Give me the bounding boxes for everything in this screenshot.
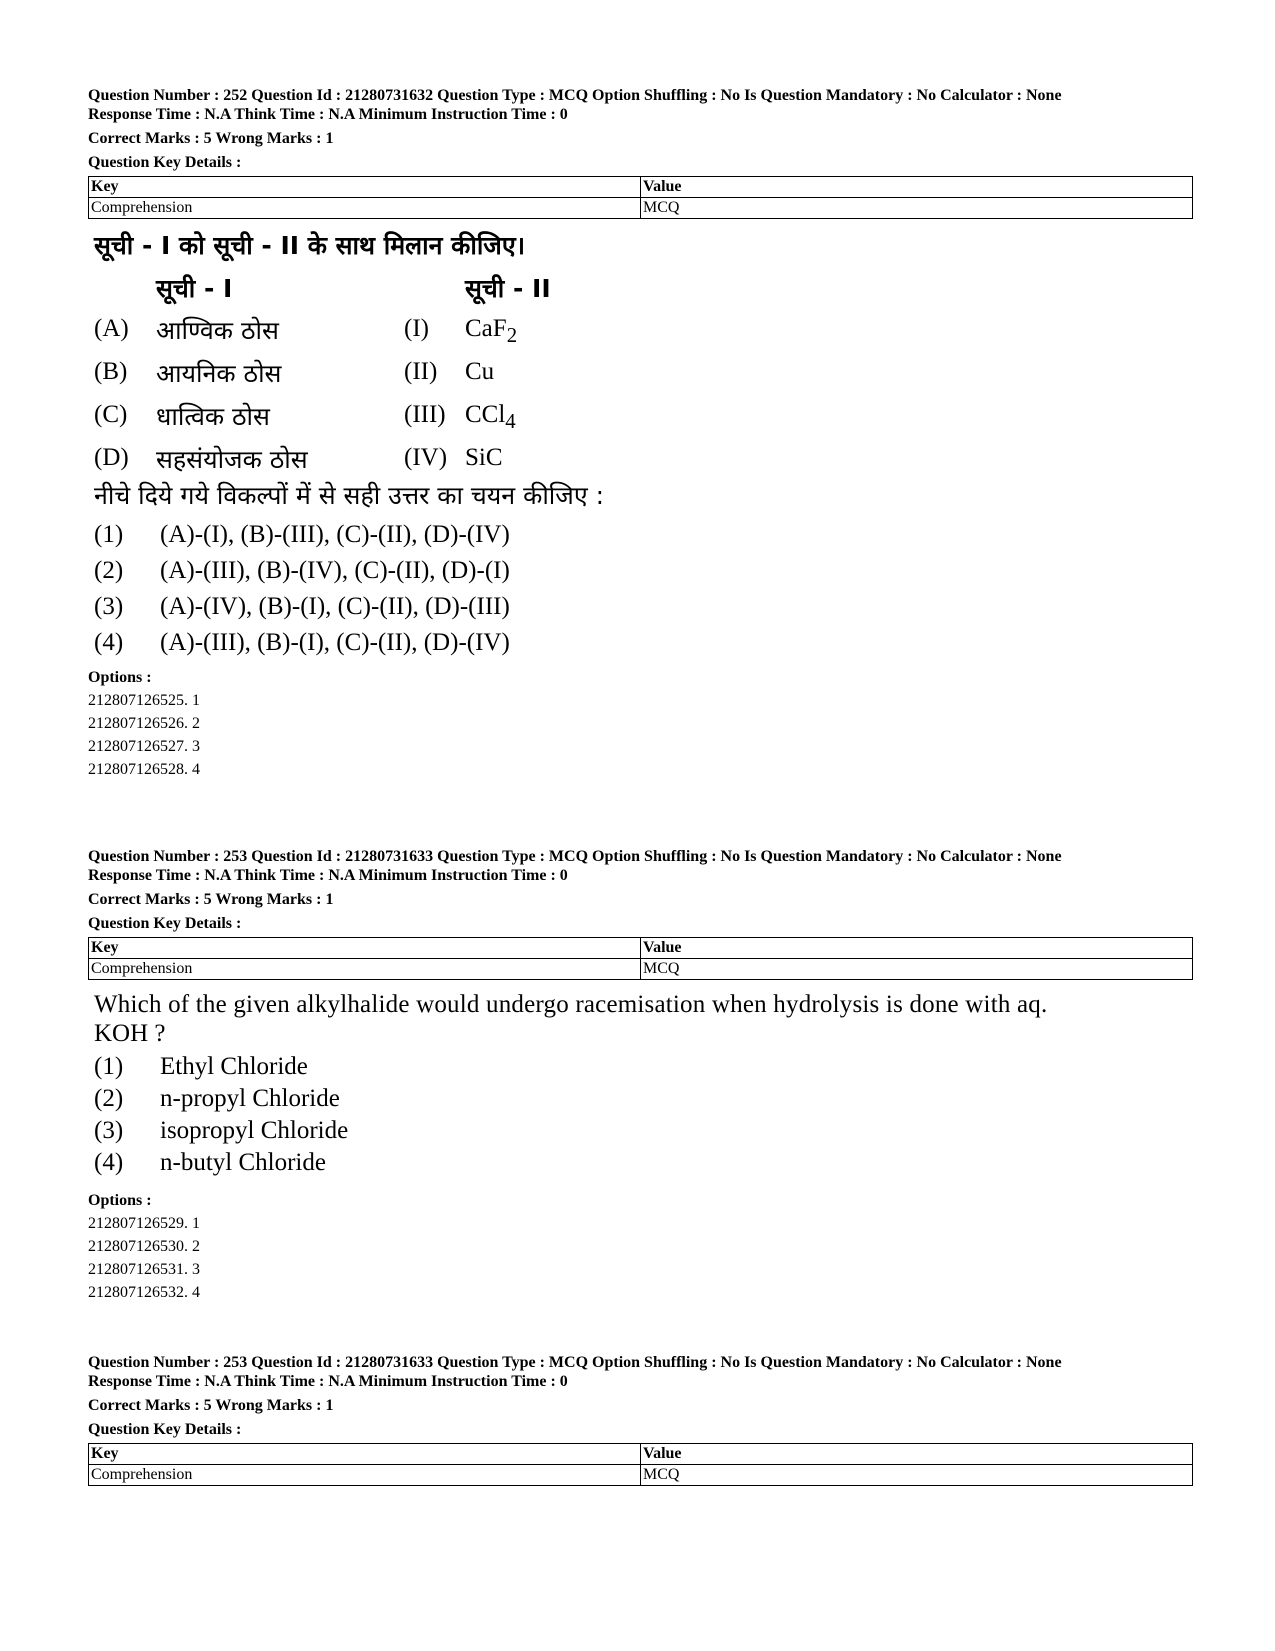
list2-label: (I): [404, 315, 429, 342]
choice-text: (A)-(IV), (B)-(I), (C)-(II), (D)-(III): [160, 593, 510, 620]
option-id: 212807126530. 2: [88, 1238, 200, 1255]
answer-choice: [94, 589, 1188, 625]
question-meta-line2: Response Time : N.A Think Time : N.A Minimum Instruction Time : 0: [88, 1373, 568, 1390]
choice-text: (A)-(I), (B)-(III), (C)-(II), (D)-(IV): [160, 521, 510, 548]
key-details-table: [88, 937, 1193, 980]
list1-text: सहसंयोजक ठोस: [156, 445, 308, 474]
option-id: 212807126532. 4: [88, 1284, 200, 1301]
value-header: Value: [641, 1444, 1193, 1465]
answer-choices: [88, 517, 1188, 661]
list1-label: (A): [94, 315, 129, 342]
answer-choice: [94, 553, 1188, 589]
formula-base: CCl: [465, 401, 506, 428]
choice-number: (3): [94, 1116, 124, 1144]
value-cell: MCQ: [641, 1465, 1193, 1486]
key-cell: Comprehension: [89, 1465, 641, 1486]
list2-formula: [465, 401, 516, 434]
list1-text: आयनिक ठोस: [156, 359, 282, 388]
list2-formula: [465, 315, 517, 348]
question-meta-line1: Question Number : 253 Question Id : 21280731633 Question Type : MCQ Option Shuffling : No Is Question Mandatory : No Calculator : None: [88, 848, 1062, 865]
option-id: 212807126526. 2: [88, 715, 200, 732]
table-header-row: [89, 938, 1193, 959]
choice-text: n-propyl Chloride: [160, 1084, 340, 1112]
answer-choice: [94, 1146, 1188, 1178]
option-id: 212807126529. 1: [88, 1215, 200, 1232]
question-253-repeat: [88, 1353, 1188, 1486]
choice-number: (1): [94, 521, 124, 548]
choice-number: (2): [94, 557, 124, 584]
value-header: Value: [641, 938, 1193, 959]
choice-text: (A)-(III), (B)-(IV), (C)-(II), (D)-(I): [160, 557, 510, 584]
list2-header: सूची - II: [465, 274, 551, 303]
option-id: 212807126528. 4: [88, 761, 200, 778]
key-header: Key: [89, 1444, 641, 1465]
key-details-label: Question Key Details :: [88, 1421, 242, 1438]
choice-number: (4): [94, 629, 124, 656]
list2-formula: [465, 358, 494, 391]
table-row: [89, 959, 1193, 980]
choice-number: (4): [94, 1148, 124, 1176]
formula-base: Cu: [465, 358, 495, 385]
list2-formula: [465, 444, 503, 477]
choice-number: (2): [94, 1084, 124, 1112]
value-cell: MCQ: [641, 959, 1193, 980]
list2-label: (IV): [404, 444, 448, 471]
answer-choice: [94, 1050, 1188, 1082]
choice-number: (3): [94, 593, 124, 620]
choice-text: n-butyl Chloride: [160, 1148, 326, 1176]
table-row: [89, 198, 1193, 219]
formula-base: SiC: [465, 444, 503, 471]
list2-label: (II): [404, 358, 438, 385]
stem-line: KOH ?: [94, 1020, 166, 1047]
answer-choice: [94, 625, 1188, 661]
question-meta-line2: Response Time : N.A Think Time : N.A Minimum Instruction Time : 0: [88, 867, 568, 884]
answer-choices: [88, 1050, 1188, 1178]
option-id: 212807126531. 3: [88, 1261, 200, 1278]
match-table: [88, 267, 1188, 474]
choice-text: isopropyl Chloride: [160, 1116, 349, 1144]
table-row: [89, 1465, 1193, 1486]
question-stem: [88, 990, 1188, 1048]
question-252: [88, 86, 1188, 781]
key-details-label: Question Key Details :: [88, 915, 242, 932]
key-details-label: Question Key Details :: [88, 154, 242, 171]
list1-label: (B): [94, 358, 128, 385]
list1-label: (C): [94, 401, 128, 428]
formula-subscript: 4: [505, 409, 516, 433]
choice-text: (A)-(III), (B)-(I), (C)-(II), (D)-(IV): [160, 629, 510, 656]
question-stem: सूची - I को सूची - II के साथ मिलान कीजिए।: [94, 231, 526, 260]
question-meta-line1: Question Number : 253 Question Id : 21280731633 Question Type : MCQ Option Shuffling : No Is Question Mandatory : No Calculator : None: [88, 1354, 1062, 1371]
list1-header: सूची - I: [156, 274, 233, 303]
key-header: Key: [89, 177, 641, 198]
answer-choice: [94, 1114, 1188, 1146]
key-cell: Comprehension: [89, 198, 641, 219]
choice-text: Ethyl Chloride: [160, 1052, 308, 1080]
marks-line: Correct Marks : 5 Wrong Marks : 1: [88, 891, 334, 908]
list2-label: (III): [404, 401, 446, 428]
question-meta-line1: Question Number : 252 Question Id : 21280731632 Question Type : MCQ Option Shuffling : No Is Question Mandatory : No Calculator : None: [88, 87, 1062, 104]
marks-line: Correct Marks : 5 Wrong Marks : 1: [88, 130, 334, 147]
answer-choice: [94, 1082, 1188, 1114]
option-id: 212807126525. 1: [88, 692, 200, 709]
option-id: 212807126527. 3: [88, 738, 200, 755]
key-details-table: [88, 176, 1193, 219]
table-header-row: [89, 177, 1193, 198]
formula-subscript: 2: [506, 323, 518, 347]
stem-line: Which of the given alkylhalide would undergo racemisation when hydrolysis is done with aq.: [94, 991, 1048, 1018]
value-header: Value: [641, 177, 1193, 198]
answer-instruction: नीचे दिये गये विकल्पों में से सही उत्तर का चयन कीजिए :: [94, 481, 605, 510]
question-meta-line2: Response Time : N.A Think Time : N.A Minimum Instruction Time : 0: [88, 106, 568, 123]
key-header: Key: [89, 938, 641, 959]
list1-label: (D): [94, 444, 129, 471]
choice-number: (1): [94, 1052, 124, 1080]
question-253: [88, 847, 1188, 1304]
list1-text: आण्विक ठोस: [156, 316, 279, 345]
options-label: Options :: [88, 1192, 152, 1209]
marks-line: Correct Marks : 5 Wrong Marks : 1: [88, 1397, 334, 1414]
answer-choice: [94, 517, 1188, 553]
options-label: Options :: [88, 669, 152, 686]
formula-base: CaF: [465, 315, 507, 342]
value-cell: MCQ: [641, 198, 1193, 219]
key-details-table: [88, 1443, 1193, 1486]
key-cell: Comprehension: [89, 959, 641, 980]
list1-text: धात्विक ठोस: [156, 402, 270, 431]
table-header-row: [89, 1444, 1193, 1465]
